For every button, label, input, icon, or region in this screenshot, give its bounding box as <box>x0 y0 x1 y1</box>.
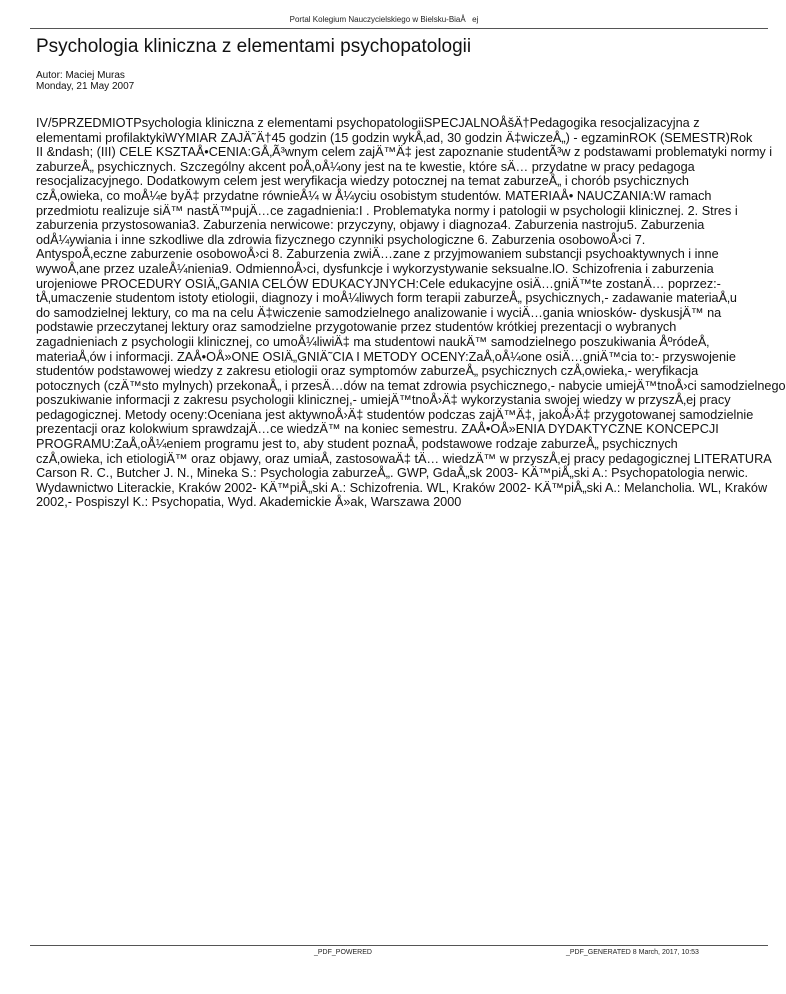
document-date: Monday, 21 May 2007 <box>36 81 135 92</box>
body-text-line: przedmiotu realizuje siÄ™ nastÄ™pujÄ…ce zagadnienia:I . Problematyka normy i patologii w psychologii klinicznej. 2. Stres i <box>36 203 738 218</box>
site-header: Portal Kolegium Nauczycielskiego w Bielsku-BiaÅej <box>289 15 479 24</box>
body-text-line: prezentacji oraz kolokwium sprawdzajÄ…ce wiedzÄ™ na koniec semestru. ZAÅ•OÅ»ENIA DYDAKTYCZNE KONCEPCJI <box>36 422 719 437</box>
body-text-line: urojeniowe PROCEDURY OSIÄ„GANIA CELÓW EDUKACYJNYCH:Cele edukacyjne osiÄ…gniÄ™te zostanÄ… poprzez:- <box>36 276 721 291</box>
body-text-line: odÅ¼ywiania i inne szkodliwe dla zdrowia fizycznego czynniki psychologiczne 6. Zaburzenia osobowoÅ›ci 7. <box>36 232 646 247</box>
body-text-line: resocjalizacyjnego. Dodatkowym celem jest weryfikacja wiedzy potocznej na temat zaburzeÅ„ i chorób psychicznych <box>36 174 689 189</box>
body-text-line: Carson R. C., Butcher J. N., Mineka S.: Psychologia zaburzeÅ„. GWP, GdaÅ„sk 2003- KÄ™piÅ„ski A.: Psychopatologia nerwic. <box>36 466 748 481</box>
body-text-line: II &ndash; (III) CELE KSZTAÅ•CENIA:GÅ‚Ã³wnym celem zajÄ™Ä‡ jest zapoznanie studentÃ³w z podstawami problematyki normy i <box>36 145 773 160</box>
body-text-line: zaburzeÅ„ psychicznych. Szczególny akcent poÅ‚oÅ¼ony jest na te kwestie, które sÄ… przydatne w pracy pedagoga <box>36 159 695 174</box>
header-divider <box>30 28 768 29</box>
body-text-line: potocznych (czÄ™sto mylnych) przekonaÅ„ i przesÄ…dów na temat zdrowia psychicznego,- nabycie umiejÄ™tnoÅ›ci samodzielnego <box>36 378 786 393</box>
document-title: Psychologia kliniczna z elementami psychopatologii <box>36 36 472 57</box>
body-text-line: 2002,- Pospiszyl K.: Psychopatia, Wyd. Akademickie Å»ak, Warszawa 2000 <box>36 495 462 510</box>
body-text-line: Wydawnictwo Literackie, Kraków 2002- KÄ™piÅ„ski A.: Schizofrenia. WL, Kraków 2002- KÄ™piÅ„ski A.: Melancholia. WL, Kraków <box>36 480 768 495</box>
document-body <box>36 116 786 510</box>
body-text-line: zaburzenia przystosowania3. Zaburzenia nerwicowe: przyczyny, objawy i diagnoza4. Zaburzenia nastroju5. Zaburzenia <box>36 218 705 233</box>
body-text-line: czÅ‚owieka, ich etiologiÄ™ oraz objawy, oraz umiaÅ‚ zastosowaÄ‡ tÄ… wiedzÄ™ w przyszÅ‚ej pracy pedagogicznej LITERATURA <box>36 451 772 466</box>
body-text-line: zagadnieniach z psychologii klinicznej, co umoÅ¼liwiÄ‡ ma studentowi naukÄ™ samodzielnego poszukiwania ÅºródeÅ‚ <box>36 334 710 349</box>
body-text-line: pedagogicznej. Metody oceny:Oceniana jest aktywnoÅ›Ä‡ studentów podczas zajÄ™Ä‡, jakoÅ›Ä‡ przygotowanej samodzielnie <box>36 407 754 422</box>
body-text-line: PROGRAMU:ZaÅ‚oÅ¼eniem programu jest to, aby student poznaÅ‚ podstawowe rodzaje zaburzeÅ„ psychicznych <box>36 437 678 452</box>
footer-divider <box>30 945 768 946</box>
body-text-line: czÅ‚owieka, co moÅ¼e byÄ‡ przydatne równieÅ¼ w Å¼yciu osobistym studentów. MATERIAÅ• NAUCZANIA:W ramach <box>36 188 712 203</box>
body-text-line: tÅ‚umaczenie studentom istoty etiologii, diagnozy i moÅ¼liwych form terapii zaburzeÅ„ psychicznych,- zadawanie materiaÅ‚u <box>36 291 737 306</box>
body-text-line: studentów podstawowej wiedzy z zakresu etiologii oraz symptomów zaburzeÅ„ psychicznych czÅ‚owieka,- weryfikacja <box>36 364 699 379</box>
document-meta <box>36 70 134 92</box>
document-author: Autor: Maciej Muras <box>36 70 125 81</box>
body-text-line: IV/5PRZEDMIOTPsychologia kliniczna z elementami psychopatologiiSPECJALNOÅšÄ†Pedagogika resocjalizacyjna z <box>36 116 700 130</box>
body-text-line: AntyspoÅ‚eczne zaburzenie osobowoÅ›ci 8. Zaburzenia zwiÄ…zane z przyjmowaniem substancji psychoaktywnych i inne <box>36 247 719 262</box>
body-text-line: wywoÅ‚ane przez uzaleÅ¼nienia9. OdmiennoÅ›ci, dysfunkcje i wykorzystywanie seksualne.lO. Schizofrenia i zaburzenia <box>36 261 714 276</box>
body-text-line: do samodzielnej lektury, co ma na celu Ä‡wiczenie samodzielnego analizowanie i wyciÄ…gania wniosków- dyskusjÄ™ na <box>36 305 722 320</box>
footer-powered: _PDF_POWERED <box>314 949 372 956</box>
body-text-line: poszukiwanie informacji z zakresu psychologii klinicznej,- umiejÄ™tnoÅ›Ä‡ wykorzystania swojej wiedzy w przyszÅ‚ej pracy <box>36 393 731 408</box>
body-text-line: podstawie przeczytanej lektury oraz samodzielne przygotowanie przez studentów krótkiej prezentacji o wybranych <box>36 320 677 335</box>
body-text-line: materiaÅ‚ów i informacji. ZAÅ•OÅ»ONE OSIÄ„GNIÄ˜CIA I METODY OCENY:ZaÅ‚oÅ¼one osiÄ…gniÄ™cia to:- przyswojenie <box>36 349 736 364</box>
footer-generated: _PDF_GENERATED 8 March, 2017, 10:53 <box>566 949 699 956</box>
body-text-line: elementami profilaktykiWYMIAR ZAJÄ˜Ä†45 godzin (15 godzin wykÅ‚ad, 30 godzin Ä‡wiczeÅ„) - egzaminROK (SEMESTR)Rok <box>36 130 753 145</box>
